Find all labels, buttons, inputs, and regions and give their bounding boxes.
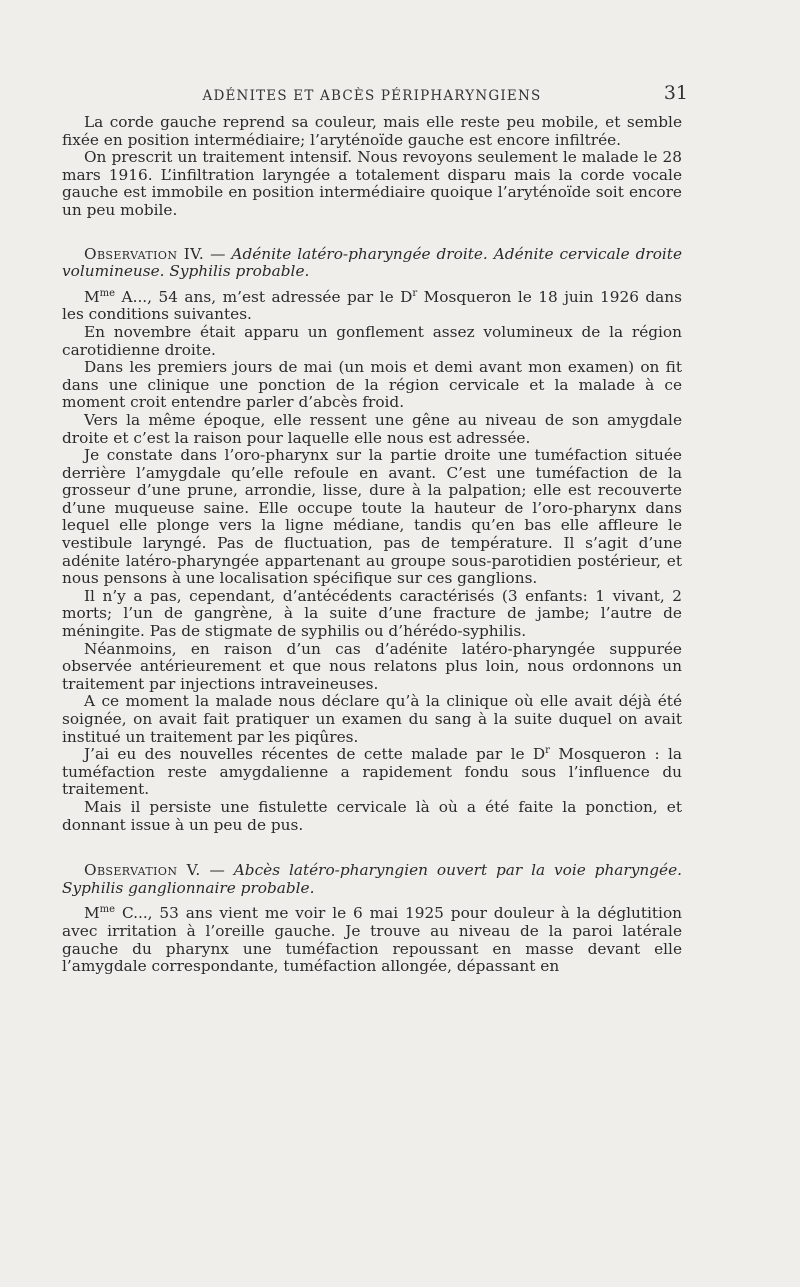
paragraph-4: En novembre était apparu un gonflement assez volumineux de la région carotidienne droite. bbox=[62, 322, 682, 359]
observation-5-label: Observation V. bbox=[84, 861, 201, 880]
paragraph-9: Néanmoins, en raison d’un cas d’adénite latéro-pharyngée suppurée observée antérieurement et que nous relatons plus loin, nous ordonnons un traitement par injections intraveineuses. bbox=[62, 639, 682, 693]
page-number: 31 bbox=[663, 82, 688, 104]
p13-text: C..., 53 ans vient me voir le 6 mai 1925 pour douleur à la déglutition avec irritation à l’oreille gauche. Je trouve au niveau de la paroi latérale gauche du pharynx une tuméfaction repoussant en masse devant elle l’amygdale correspondante, tuméfaction allongée, dépassant en bbox=[62, 904, 682, 976]
paragraph-5: Dans les premiers jours de mai (un mois et demi avant mon examen) on fit dans une clinique une ponction de la région cervicale et la malade à ce moment croit entendre parler d’abcès froid. bbox=[62, 358, 682, 412]
paragraph-11 bbox=[62, 746, 682, 799]
running-title: ADÉNITES ET ABCÈS PÉRIPHARYNGIENS bbox=[202, 88, 542, 104]
p13-prefix: M bbox=[84, 904, 100, 923]
paragraph-6: Vers la même époque, elle ressent une gêne au niveau de son amygdale droite et c’est la raison pour laquelle elle nous est adressée. bbox=[62, 410, 682, 447]
paragraph-10: A ce moment la malade nous déclare qu’à la clinique où elle avait déjà été soignée, on avait fait pratiquer un examen du sang à la suite duquel on avait institué un traitement par les piqûres. bbox=[62, 692, 682, 746]
running-head bbox=[62, 82, 688, 106]
p13-sup: me bbox=[99, 904, 116, 916]
p3-sup2: r bbox=[412, 287, 418, 299]
paragraph-3 bbox=[62, 289, 682, 324]
p3-text2: Mosqueron le 18 juin 1926 dans les conditions suivantes. bbox=[62, 287, 682, 324]
p3-sup: me bbox=[99, 287, 116, 299]
p11-sup: r bbox=[545, 745, 550, 757]
p3-text: A..., 54 ans, m’est adressée par le D bbox=[115, 287, 413, 306]
paragraph-13 bbox=[62, 905, 682, 975]
observation-5-heading bbox=[62, 862, 682, 897]
observation-4-dash: — bbox=[204, 244, 232, 263]
observation-4-label: Observation IV. bbox=[84, 244, 205, 263]
book-page bbox=[62, 82, 688, 976]
observation-5-dash: — bbox=[200, 861, 234, 880]
p3-prefix: M bbox=[84, 287, 100, 306]
paragraph-12: Mais il persiste une fistulette cervicale là où a été faite la ponction, et donnant issue à un peu de pus. bbox=[62, 797, 682, 834]
paragraph-2: On prescrit un traitement intensif. Nous revoyons seulement le malade le 28 mars 1916. L’infiltration laryngée a totalement disparu mais la corde vocale gauche est immobile en position intermédiaire quoique l’aryténoïde soit encore un peu mobile. bbox=[62, 148, 682, 219]
paragraph-7: Je constate dans l’oro-pharynx sur la partie droite une tuméfaction située derrière l’amygdale qu’elle refoule en avant. C’est une tuméfaction de la grosseur d’une prune, arrondie, lisse, dure à la palpation; elle est recouverte d’une muqueuse saine. Elle occupe toute la hauteur de l’oro-pharynx dans lequel elle plonge vers la ligne médiane, tandis qu’en bas elle affleure le vestibule laryngé. Pas de fluctuation, pas de température. Il s’agit d’une adénite latéro-pharyngée appartenant au groupe sous-parotidien postérieur, et nous pensons à une localisation spécifique sur ces ganglions. bbox=[62, 446, 682, 588]
observation-4-heading bbox=[62, 246, 682, 281]
p11-text: J’ai eu des nouvelles récentes de cette malade par le D bbox=[84, 745, 546, 764]
paragraph-1: La corde gauche reprend sa couleur, mais elle reste peu mobile, et semble fixée en position intermédiaire; l’aryténoïde gauche est encore infiltrée. bbox=[62, 113, 682, 149]
observation-5-title: Abcès latéro-pharyngien ouvert par la voie pharyngée. Syphilis ganglionnaire probable. bbox=[62, 861, 682, 897]
p11-text2: Mosqueron : la tuméfaction reste amygdalienne a rapidement fondu sous l’influence du traitement. bbox=[62, 745, 683, 799]
paragraph-8: Il n’y a pas, cependant, d’antécédents caractérisés (3 enfants: 1 vivant, 2 morts; l’un de gangrène, à la suite d’une fracture de jambe; l’autre de méningite. Pas de stigmate de syphilis ou d’hérédo-syphilis. bbox=[62, 586, 682, 641]
observation-4-title: Adénite latéro-pharyngée droite. Adénite cervicale droite volumineuse. Syphilis probable. bbox=[62, 244, 682, 281]
